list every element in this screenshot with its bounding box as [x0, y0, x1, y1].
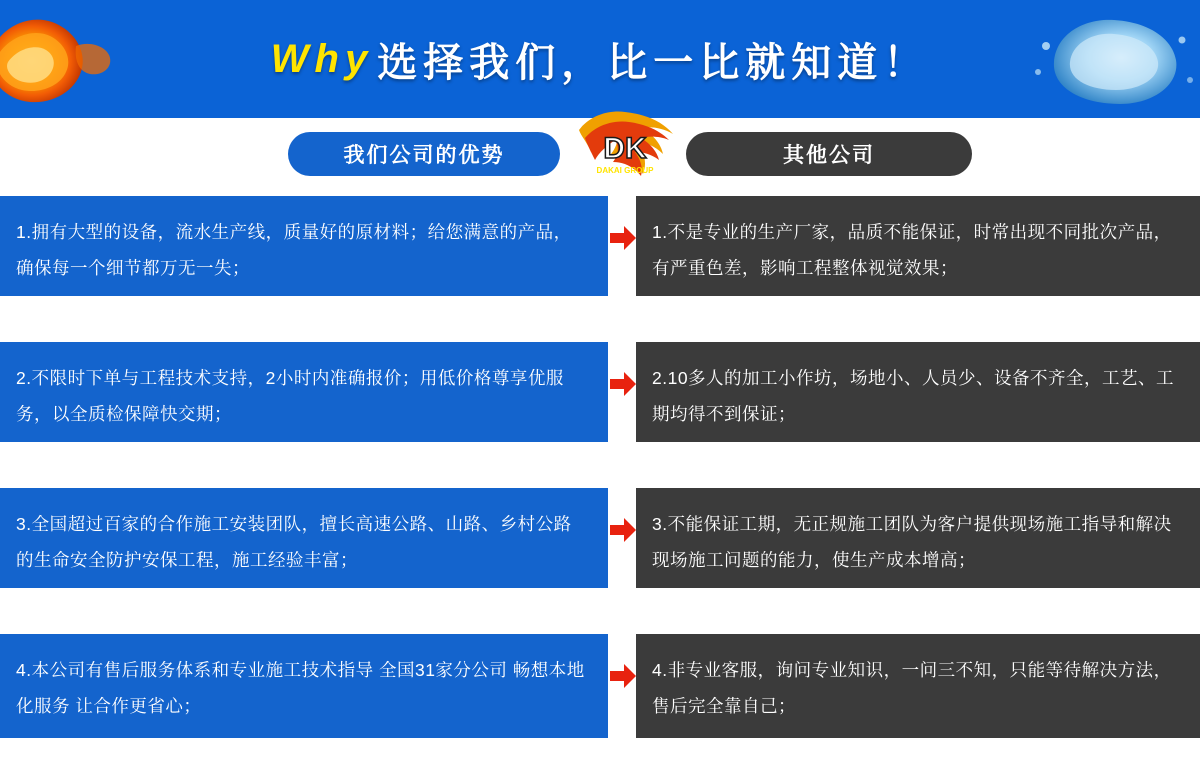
banner-title [0, 0, 1200, 118]
comparison-row [0, 342, 1200, 488]
dk-logo-text: DK [603, 132, 647, 165]
advantage-text: 4.本公司有售后服务体系和专业施工技术指导 全国31家分公司 畅想本地化服务 让合作更省心； [0, 634, 608, 738]
arrow-right-icon [610, 226, 636, 250]
other-text: 4.非专业客服，询问专业知识，一问三不知，只能等待解决方法，售后完全靠自己； [636, 634, 1200, 738]
advantage-text: 1.拥有大型的设备，流水生产线，质量好的原材料；给您满意的产品，确保每一个细节都万无一失； [0, 196, 608, 296]
comparison-row [0, 634, 1200, 780]
banner-title-cn: 选择我们，比一比就知道！ [377, 40, 930, 85]
arrow-right-icon [610, 372, 636, 396]
comparison-row [0, 196, 1200, 342]
comparison-rows [0, 196, 1200, 780]
arrow-right-icon [610, 664, 636, 688]
banner-title-en: Why [270, 36, 374, 81]
our-advantages-heading: 我们公司的优势 [288, 132, 560, 176]
advantage-text: 2.不限时下单与工程技术支持，2小时内准确报价；用低价格尊享优服务，以全质检保障快交期； [0, 342, 608, 442]
other-text: 1.不是专业的生产厂家，品质不能保证，时常出现不同批次产品，有严重色差，影响工程整体视觉效果； [636, 196, 1200, 296]
other-text: 3.不能保证工期，无正规施工团队为客户提供现场施工指导和解决现场施工问题的能力，使生产成本增高； [636, 488, 1200, 588]
header-banner [0, 0, 1200, 118]
comparison-row [0, 488, 1200, 634]
dk-logo-sub: DAKAI GROUP [596, 166, 654, 175]
dk-logo [565, 108, 685, 186]
arrow-right-icon [610, 518, 636, 542]
other-companies-heading: 其他公司 [686, 132, 972, 176]
other-text: 2.10多人的加工小作坊，场地小、人员少、设备不齐全，工艺、工期均得不到保证； [636, 342, 1200, 442]
advantage-text: 3.全国超过百家的合作施工安装团队，擅长高速公路、山路、乡村公路的生命安全防护安保工程，施工经验丰富； [0, 488, 608, 588]
